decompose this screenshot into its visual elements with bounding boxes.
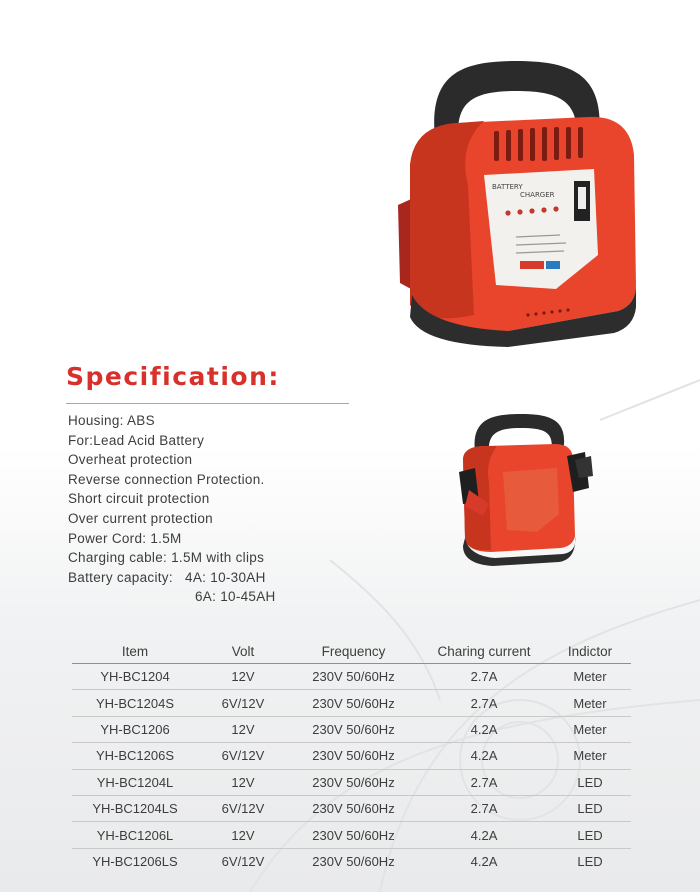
cell-volt: 12V xyxy=(198,822,288,848)
header-volt: Volt xyxy=(198,639,288,664)
spec-item: Housing: ABS xyxy=(68,413,155,428)
cell-indicator: LED xyxy=(549,769,631,795)
cell-current: 4.2A xyxy=(419,743,549,769)
spec-item: Power Cord: 1.5M xyxy=(68,530,182,546)
cell-volt: 6V/12V xyxy=(198,795,288,821)
cell-current: 4.2A xyxy=(470,853,498,869)
specification-heading: Specification: xyxy=(66,362,280,391)
cell-indicator: Meter xyxy=(549,690,631,716)
cell-item: YH-BC1206L xyxy=(72,822,198,848)
table-row xyxy=(72,848,631,874)
cell-indicator: Meter xyxy=(549,664,631,690)
cell-current: 2.7A xyxy=(419,690,549,716)
spec-item: Overheat protection xyxy=(68,452,193,468)
spec-item: For:Lead Acid Battery xyxy=(68,432,205,448)
table-header-row xyxy=(72,639,631,664)
cell-item: YH-BC1204S xyxy=(72,690,198,716)
table-row xyxy=(72,743,631,769)
cell-frequency: 230V 50/60Hz xyxy=(288,664,419,690)
spec-item: Reverse connection Protection. xyxy=(68,471,265,487)
header-item: Item xyxy=(72,639,198,664)
cell-current: 4.2A xyxy=(419,716,549,742)
model-spec-table xyxy=(72,639,631,874)
cell-frequency: 230V 50/60Hz xyxy=(288,769,419,795)
table-row xyxy=(72,822,631,848)
cell-item: YH-BC1204 xyxy=(72,664,198,690)
cell-current: 4.2A xyxy=(419,822,549,848)
cell-indicator: Meter xyxy=(549,716,631,742)
cell-item: YH-BC1204LS xyxy=(72,795,198,821)
battery-charger-clips-image xyxy=(445,412,595,567)
cell-frequency: 230V 50/60Hz xyxy=(288,822,419,848)
cell-current: 2.7A xyxy=(419,664,549,690)
table-row xyxy=(72,664,631,690)
cell-volt: 6V/12V xyxy=(221,853,265,869)
spec-item: Short circuit protection xyxy=(68,491,210,507)
header-frequency: Frequency xyxy=(288,639,419,664)
panel-label-line1: BATTERY xyxy=(492,183,523,191)
cell-frequency: 230V 50/60Hz xyxy=(288,716,419,742)
table-row xyxy=(72,716,631,742)
cell-frequency: 230V 50/60Hz xyxy=(288,743,419,769)
spec-item: Charging cable: 1.5M with clips xyxy=(68,550,265,566)
table-row xyxy=(72,795,631,821)
spec-item: Over current protection xyxy=(68,510,213,526)
table-row xyxy=(72,769,631,795)
cell-volt: 6V/12V xyxy=(198,690,288,716)
cell-indicator: LED xyxy=(577,853,603,869)
spec-item: 6A: 10-45AH xyxy=(195,589,276,605)
specification-list xyxy=(68,411,276,607)
cell-indicator: LED xyxy=(549,822,631,848)
table-row xyxy=(72,690,631,716)
cell-frequency: 230V 50/60Hz xyxy=(288,795,419,821)
cell-item: YH-BC1206LS xyxy=(92,853,178,869)
heading-divider xyxy=(66,403,349,404)
header-current: Charing current xyxy=(419,639,549,664)
cell-current: 2.7A xyxy=(419,795,549,821)
cell-indicator: Meter xyxy=(549,743,631,769)
cell-volt: 12V xyxy=(198,716,288,742)
cell-item: YH-BC1206S xyxy=(72,743,198,769)
cell-item: YH-BC1204L xyxy=(72,769,198,795)
cell-frequency: 230V 50/60Hz xyxy=(312,853,395,869)
cell-current: 2.7A xyxy=(419,769,549,795)
cell-frequency: 230V 50/60Hz xyxy=(288,690,419,716)
cell-item: YH-BC1206 xyxy=(72,716,198,742)
cell-volt: 6V/12V xyxy=(198,743,288,769)
header-indicator: Indictor xyxy=(549,639,631,664)
cell-volt: 12V xyxy=(198,664,288,690)
cell-volt: 12V xyxy=(198,769,288,795)
panel-label-line2: CHARGER xyxy=(520,191,555,199)
spec-item: Battery capacity: 4A: 10-30AH xyxy=(68,569,266,585)
battery-charger-image xyxy=(388,55,643,350)
cell-indicator: LED xyxy=(549,795,631,821)
